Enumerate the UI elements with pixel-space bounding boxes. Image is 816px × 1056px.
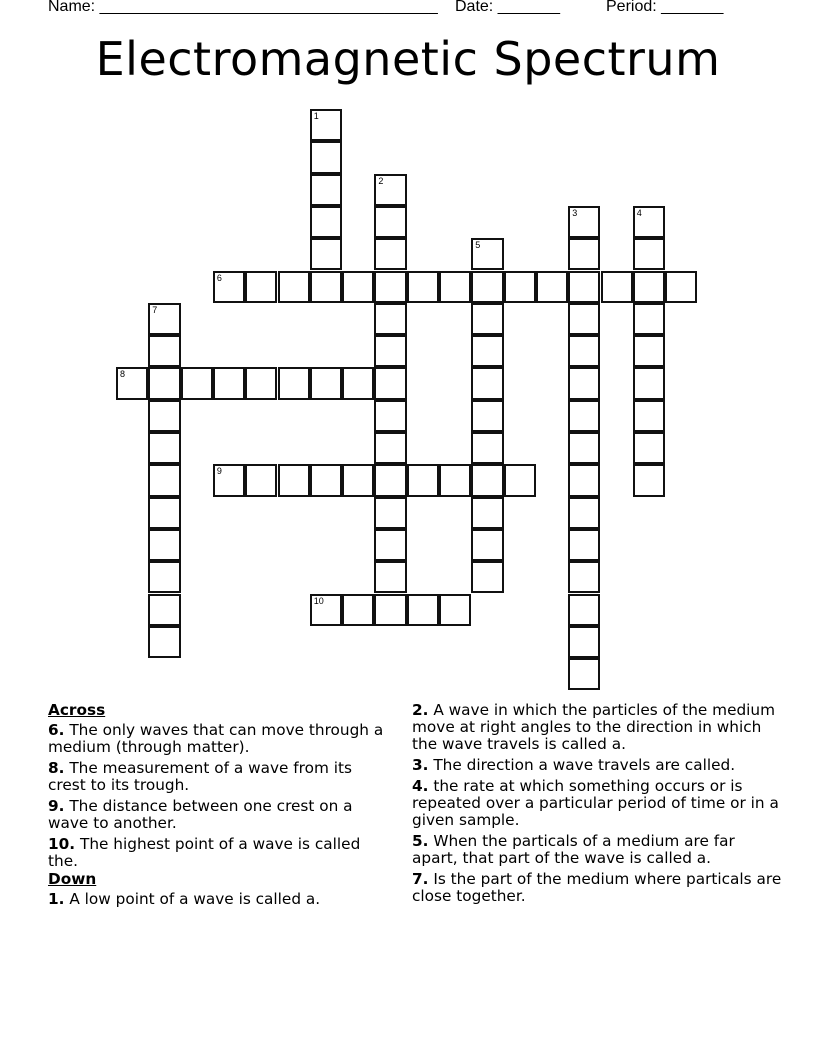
grid-cell[interactable] — [374, 561, 406, 593]
grid-cell[interactable] — [342, 464, 374, 496]
grid-cell[interactable] — [278, 367, 310, 399]
grid-cell[interactable] — [407, 271, 439, 303]
grid-cell[interactable] — [568, 367, 600, 399]
grid-cell[interactable] — [665, 271, 697, 303]
grid-cell[interactable] — [536, 271, 568, 303]
clue-number: 5 — [475, 240, 481, 251]
clue-down-2: 2. A wave in which the particles of the medium move at right angles to the direction in which the wave travels is called a. — [412, 701, 776, 753]
grid-cell[interactable] — [148, 594, 180, 626]
clue-number: 2 — [378, 175, 384, 186]
grid-cell[interactable] — [310, 141, 342, 173]
clue-number: 6 — [216, 272, 222, 283]
grid-cell[interactable] — [213, 271, 245, 303]
down-heading: Down — [48, 870, 97, 888]
grid-cell[interactable] — [148, 626, 180, 658]
grid-cell[interactable] — [213, 464, 245, 496]
clue-across-8: 8. The measurement of a wave from its crest to its trough. — [48, 759, 352, 794]
grid-cell[interactable] — [568, 529, 600, 561]
grid-cell[interactable] — [116, 367, 148, 399]
grid-cell[interactable] — [374, 464, 406, 496]
grid-cell[interactable] — [633, 238, 665, 270]
grid-cell[interactable] — [471, 303, 503, 335]
clue-number: 3 — [572, 207, 578, 218]
clue-number: 4 — [636, 207, 642, 218]
grid-cell[interactable] — [374, 497, 406, 529]
grid-cell[interactable] — [633, 367, 665, 399]
grid-cell[interactable] — [310, 109, 342, 141]
period-field[interactable]: Period: _______ — [606, 0, 724, 15]
grid-cell[interactable] — [504, 464, 536, 496]
clue-down-5: 5. When the particals of a medium are far apart, that part of the wave is called a. — [412, 832, 735, 867]
grid-cell[interactable] — [471, 271, 503, 303]
grid-cell[interactable] — [374, 174, 406, 206]
grid-cell[interactable] — [310, 238, 342, 270]
grid-cell[interactable] — [374, 400, 406, 432]
grid-cell[interactable] — [374, 367, 406, 399]
grid-cell[interactable] — [633, 206, 665, 238]
clue-across-10: 10. The highest point of a wave is called the. — [48, 835, 361, 870]
grid-cell[interactable] — [568, 658, 600, 690]
grid-cell[interactable] — [310, 174, 342, 206]
grid-cell[interactable] — [471, 367, 503, 399]
grid-cell[interactable] — [568, 400, 600, 432]
grid-cell[interactable] — [504, 271, 536, 303]
page-title: Electromagnetic Spectrum — [95, 32, 721, 86]
grid-cell[interactable] — [213, 367, 245, 399]
grid-cell[interactable] — [245, 464, 277, 496]
grid-cell[interactable] — [568, 464, 600, 496]
grid-cell[interactable] — [278, 271, 310, 303]
clue-down-4: 4. the rate at which something occurs or is repeated over a particular period of time or in a given sample. — [412, 777, 779, 829]
grid-cell[interactable] — [342, 594, 374, 626]
grid-cell[interactable] — [439, 271, 471, 303]
grid-cell[interactable] — [374, 432, 406, 464]
clue-number: 9 — [216, 466, 222, 477]
grid-cell[interactable] — [633, 335, 665, 367]
grid-cell[interactable] — [148, 303, 180, 335]
grid-cell[interactable] — [568, 206, 600, 238]
grid-cell[interactable] — [471, 238, 503, 270]
grid-cell[interactable] — [471, 335, 503, 367]
grid-cell[interactable] — [439, 464, 471, 496]
grid-cell[interactable] — [374, 335, 406, 367]
grid-cell[interactable] — [439, 594, 471, 626]
date-field[interactable]: Date: _______ — [455, 0, 560, 15]
grid-cell[interactable] — [568, 432, 600, 464]
grid-cell[interactable] — [374, 238, 406, 270]
clue-number: 8 — [120, 369, 126, 380]
grid-cell[interactable] — [342, 271, 374, 303]
clue-number: 1 — [313, 111, 319, 121]
clue-down-3: 3. The direction a wave travels are called. — [412, 756, 736, 774]
clues-right-column — [412, 702, 782, 909]
grid-cell[interactable] — [471, 464, 503, 496]
grid-cell[interactable] — [310, 271, 342, 303]
clue-down-1: 1. A low point of a wave is called a. — [48, 890, 321, 908]
grid-cell[interactable] — [310, 367, 342, 399]
grid-cell[interactable] — [310, 464, 342, 496]
grid-cell[interactable] — [471, 561, 503, 593]
grid-cell[interactable] — [148, 432, 180, 464]
grid-cell[interactable] — [633, 303, 665, 335]
grid-cell[interactable] — [471, 400, 503, 432]
grid-cell[interactable] — [342, 367, 374, 399]
grid-cell[interactable] — [148, 529, 180, 561]
grid-cell[interactable] — [568, 594, 600, 626]
grid-cell[interactable] — [568, 271, 600, 303]
name-field[interactable]: Name: ______________________________________ — [48, 0, 438, 15]
grid-cell[interactable] — [148, 335, 180, 367]
grid-cell[interactable] — [471, 529, 503, 561]
grid-cell[interactable] — [568, 238, 600, 270]
grid-cell[interactable] — [568, 303, 600, 335]
grid-cell[interactable] — [245, 367, 277, 399]
clue-number: 10 — [313, 595, 324, 606]
grid-cell[interactable] — [374, 303, 406, 335]
grid-cell[interactable] — [568, 497, 600, 529]
grid-cell[interactable] — [601, 271, 633, 303]
grid-cell[interactable] — [374, 594, 406, 626]
grid-cell[interactable] — [374, 529, 406, 561]
grid-cell[interactable] — [407, 594, 439, 626]
grid-cell[interactable] — [148, 561, 180, 593]
grid-cell[interactable] — [278, 464, 310, 496]
grid-cell[interactable] — [633, 432, 665, 464]
grid-cell[interactable] — [181, 367, 213, 399]
grid-cell[interactable] — [568, 335, 600, 367]
grid-cell[interactable] — [568, 626, 600, 658]
clues-left-column — [48, 702, 393, 912]
grid-cell[interactable] — [310, 206, 342, 238]
grid-cell[interactable] — [633, 464, 665, 496]
grid-cell[interactable] — [374, 206, 406, 238]
clue-across-6: 6. The only waves that can move through a medium (through matter). — [48, 721, 384, 756]
grid-cell[interactable] — [374, 271, 406, 303]
clue-down-7: 7. Is the part of the medium where particals are close together. — [412, 870, 782, 905]
grid-cell[interactable] — [148, 464, 180, 496]
across-heading: Across — [48, 701, 106, 719]
grid-cell[interactable] — [148, 400, 180, 432]
grid-cell[interactable] — [310, 594, 342, 626]
grid-cell[interactable] — [633, 400, 665, 432]
grid-cell[interactable] — [407, 464, 439, 496]
grid-cell[interactable] — [148, 367, 180, 399]
grid-cell[interactable] — [148, 497, 180, 529]
grid-cell[interactable] — [245, 271, 277, 303]
grid-cell[interactable] — [471, 432, 503, 464]
clue-number: 7 — [152, 304, 158, 315]
grid-cell[interactable] — [471, 497, 503, 529]
grid-cell[interactable] — [633, 271, 665, 303]
clue-across-9: 9. The distance between one crest on a wave to another. — [48, 797, 353, 832]
grid-cell[interactable] — [568, 561, 600, 593]
